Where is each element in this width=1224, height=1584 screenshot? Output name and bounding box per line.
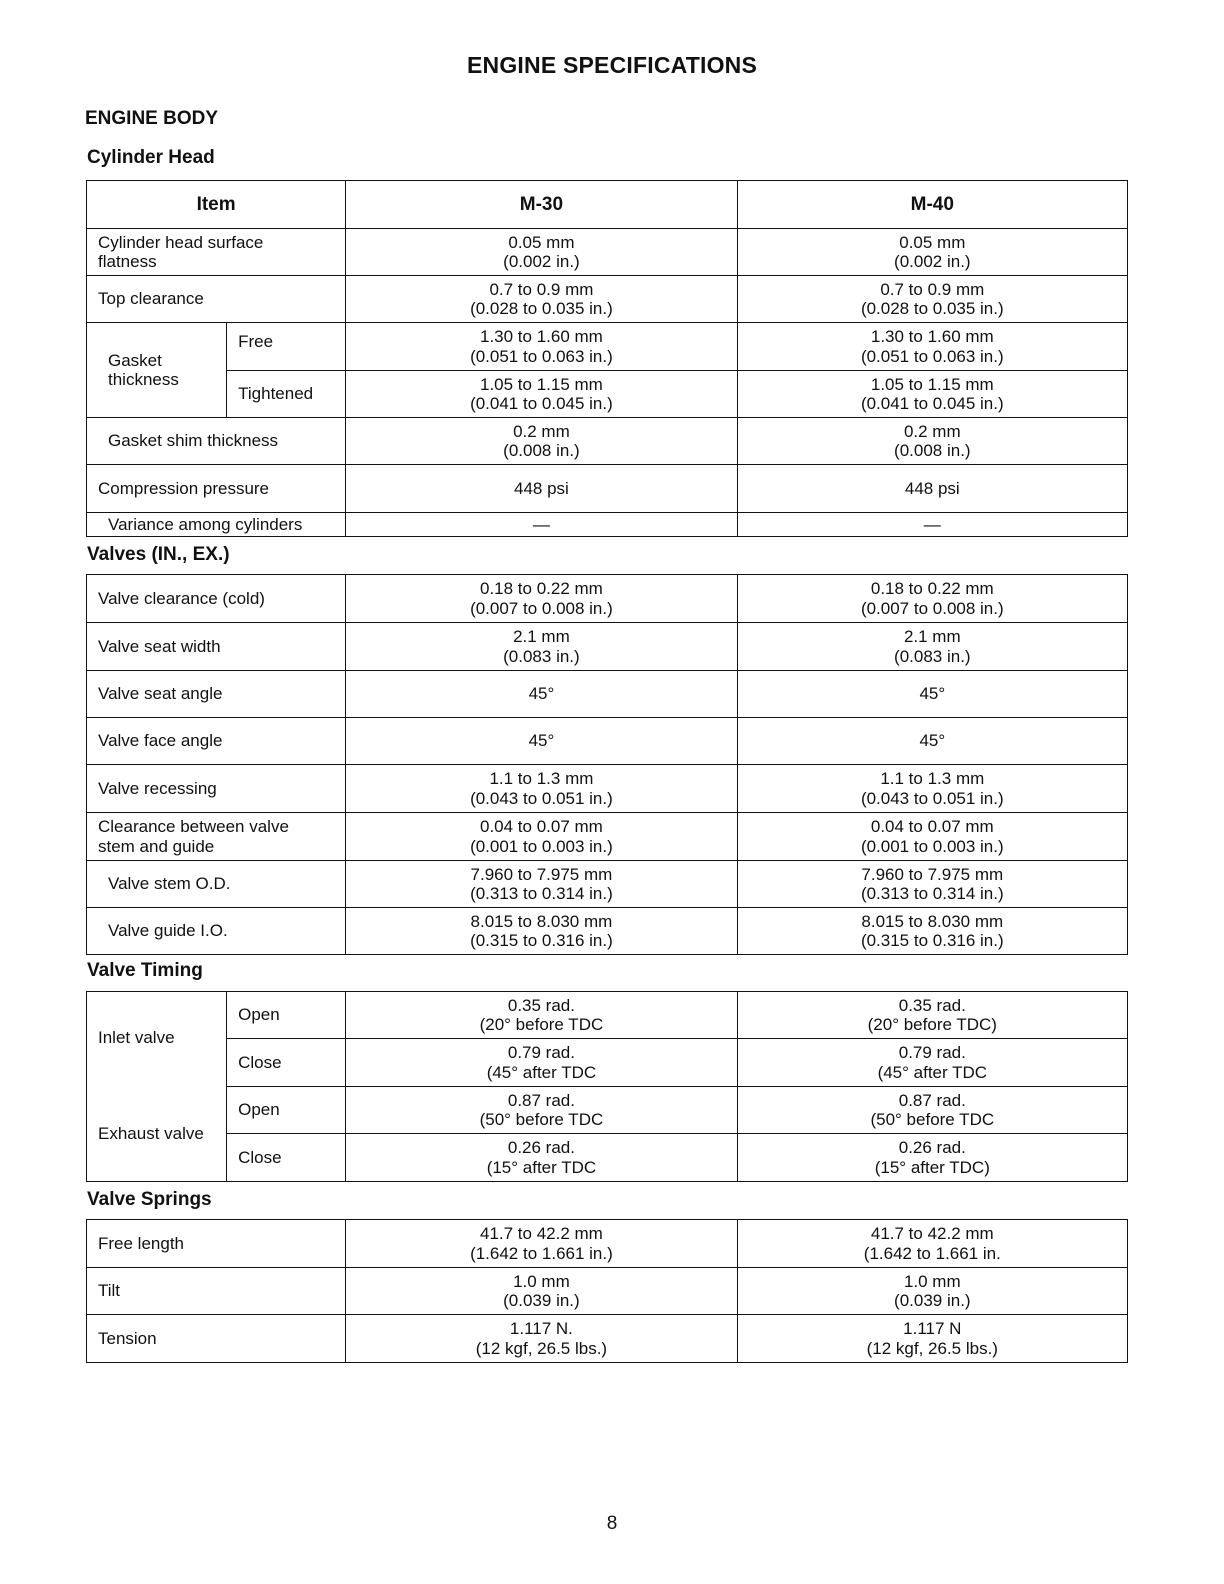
m30-value: 0.04 to 0.07 mm (0.001 to 0.003 in.) bbox=[346, 813, 737, 861]
table-row bbox=[87, 229, 1128, 276]
valves-heading: Valves (IN., EX.) bbox=[87, 544, 230, 565]
table-row bbox=[87, 418, 1128, 465]
table-row bbox=[87, 1039, 1128, 1087]
m40-value: 2.1 mm (0.083 in.) bbox=[737, 623, 1127, 671]
m40-value: 0.35 rad. (20° before TDC) bbox=[737, 992, 1127, 1039]
row-label: Clearance between valve stem and guide bbox=[87, 813, 346, 861]
table-row bbox=[87, 992, 1128, 1039]
m40-value: 0.18 to 0.22 mm (0.007 to 0.008 in.) bbox=[737, 575, 1127, 623]
row-label: Valve clearance (cold) bbox=[87, 575, 346, 623]
table-row bbox=[87, 623, 1128, 671]
row-label: Valve guide I.O. bbox=[87, 908, 346, 955]
m40-value: 1.117 N (12 kgf, 26.5 lbs.) bbox=[737, 1315, 1127, 1363]
table-row bbox=[87, 1268, 1128, 1315]
table-header-row bbox=[87, 181, 1128, 229]
m30-value: 7.960 to 7.975 mm (0.313 to 0.314 in.) bbox=[346, 861, 737, 908]
m40-value: 0.2 mm (0.008 in.) bbox=[737, 418, 1127, 465]
m30-value: 1.30 to 1.60 mm (0.051 to 0.063 in.) bbox=[346, 323, 737, 371]
row-label: Free length bbox=[87, 1220, 346, 1268]
section-heading: ENGINE BODY bbox=[85, 108, 219, 129]
m40-value: 0.26 rad. (15° after TDC) bbox=[737, 1134, 1127, 1182]
valve-timing-table bbox=[86, 991, 1128, 1182]
m40-value: 41.7 to 42.2 mm (1.642 to 1.661 in. bbox=[737, 1220, 1127, 1268]
m30-value: — bbox=[346, 513, 737, 537]
table-row bbox=[87, 1315, 1128, 1363]
m30-value: 41.7 to 42.2 mm (1.642 to 1.661 in.) bbox=[346, 1220, 737, 1268]
m40-value: 1.05 to 1.15 mm (0.041 to 0.045 in.) bbox=[737, 371, 1127, 418]
row-label: Gasket shim thickness bbox=[87, 418, 346, 465]
row-label: Tension bbox=[87, 1315, 346, 1363]
table-row bbox=[87, 465, 1128, 513]
row-label: Valve seat angle bbox=[87, 671, 346, 718]
row-group-label: Inlet valve bbox=[87, 992, 227, 1087]
m30-value: 0.2 mm (0.008 in.) bbox=[346, 418, 737, 465]
m40-value: 45° bbox=[737, 718, 1127, 765]
m40-value: 0.7 to 0.9 mm (0.028 to 0.035 in.) bbox=[737, 276, 1127, 323]
row-sublabel: Close bbox=[227, 1039, 346, 1087]
table-row bbox=[87, 908, 1128, 955]
m30-value: 45° bbox=[346, 671, 737, 718]
m40-value: 1.0 mm (0.039 in.) bbox=[737, 1268, 1127, 1315]
table-row bbox=[87, 765, 1128, 813]
row-sublabel: Open bbox=[227, 1087, 346, 1134]
row-label: Compression pressure bbox=[87, 465, 346, 513]
page-title: ENGINE SPECIFICATIONS bbox=[466, 52, 758, 78]
m30-value: 1.05 to 1.15 mm (0.041 to 0.045 in.) bbox=[346, 371, 737, 418]
table-row bbox=[87, 1134, 1128, 1182]
row-label: Variance among cylinders bbox=[87, 513, 346, 537]
header-item: Item bbox=[87, 181, 346, 229]
m30-value: 1.1 to 1.3 mm (0.043 to 0.051 in.) bbox=[346, 765, 737, 813]
valves-table bbox=[86, 574, 1128, 955]
m40-value: 448 psi bbox=[737, 465, 1127, 513]
table-row bbox=[87, 371, 1128, 418]
row-group-label: Exhaust valve bbox=[87, 1087, 227, 1182]
header-m40: M-40 bbox=[737, 181, 1127, 229]
row-sublabel: Tightened bbox=[227, 371, 346, 418]
table-row bbox=[87, 861, 1128, 908]
row-label: Tilt bbox=[87, 1268, 346, 1315]
m30-value: 0.79 rad. (45° after TDC bbox=[346, 1039, 737, 1087]
m30-value: 1.117 N. (12 kgf, 26.5 lbs.) bbox=[346, 1315, 737, 1363]
row-sublabel: Free bbox=[227, 323, 346, 371]
m40-value: 1.1 to 1.3 mm (0.043 to 0.051 in.) bbox=[737, 765, 1127, 813]
m40-value: 7.960 to 7.975 mm (0.313 to 0.314 in.) bbox=[737, 861, 1127, 908]
m30-value: 1.0 mm (0.039 in.) bbox=[346, 1268, 737, 1315]
table-row bbox=[87, 813, 1128, 861]
m40-value: 0.87 rad. (50° before TDC bbox=[737, 1087, 1127, 1134]
row-label: Top clearance bbox=[87, 276, 346, 323]
header-m30: M-30 bbox=[346, 181, 737, 229]
row-group-label: Gasket thickness bbox=[87, 323, 227, 418]
row-label: Valve seat width bbox=[87, 623, 346, 671]
row-sublabel: Open bbox=[227, 992, 346, 1039]
m30-value: 45° bbox=[346, 718, 737, 765]
table-row bbox=[87, 323, 1128, 371]
m40-value: 0.79 rad. (45° after TDC bbox=[737, 1039, 1127, 1087]
row-sublabel: Close bbox=[227, 1134, 346, 1182]
m30-value: 0.26 rad. (15° after TDC bbox=[346, 1134, 737, 1182]
m30-value: 0.05 mm (0.002 in.) bbox=[346, 229, 737, 276]
cylinder-head-table bbox=[86, 180, 1128, 537]
m30-value: 0.87 rad. (50° before TDC bbox=[346, 1087, 737, 1134]
row-label: Valve face angle bbox=[87, 718, 346, 765]
m40-value: 45° bbox=[737, 671, 1127, 718]
m40-value: — bbox=[737, 513, 1127, 537]
table-row bbox=[87, 276, 1128, 323]
m30-value: 0.35 rad. (20° before TDC bbox=[346, 992, 737, 1039]
table-row bbox=[87, 671, 1128, 718]
m40-value: 0.04 to 0.07 mm (0.001 to 0.003 in.) bbox=[737, 813, 1127, 861]
cylinder-head-heading: Cylinder Head bbox=[87, 147, 215, 168]
m30-value: 0.7 to 0.9 mm (0.028 to 0.035 in.) bbox=[346, 276, 737, 323]
valve-springs-table bbox=[86, 1219, 1128, 1363]
row-label: Cylinder head surface flatness bbox=[87, 229, 346, 276]
table-row bbox=[87, 575, 1128, 623]
row-label: Valve recessing bbox=[87, 765, 346, 813]
table-row bbox=[87, 513, 1128, 537]
row-label: Valve stem O.D. bbox=[87, 861, 346, 908]
table-row bbox=[87, 718, 1128, 765]
valve-springs-heading: Valve Springs bbox=[87, 1189, 212, 1210]
m40-value: 1.30 to 1.60 mm (0.051 to 0.063 in.) bbox=[737, 323, 1127, 371]
m30-value: 8.015 to 8.030 mm (0.315 to 0.316 in.) bbox=[346, 908, 737, 955]
m40-value: 8.015 to 8.030 mm (0.315 to 0.316 in.) bbox=[737, 908, 1127, 955]
table-row bbox=[87, 1220, 1128, 1268]
m40-value: 0.05 mm (0.002 in.) bbox=[737, 229, 1127, 276]
m30-value: 0.18 to 0.22 mm (0.007 to 0.008 in.) bbox=[346, 575, 737, 623]
page-number: 8 bbox=[606, 1513, 618, 1534]
m30-value: 448 psi bbox=[346, 465, 737, 513]
table-row bbox=[87, 1087, 1128, 1134]
m30-value: 2.1 mm (0.083 in.) bbox=[346, 623, 737, 671]
valve-timing-heading: Valve Timing bbox=[87, 960, 203, 981]
